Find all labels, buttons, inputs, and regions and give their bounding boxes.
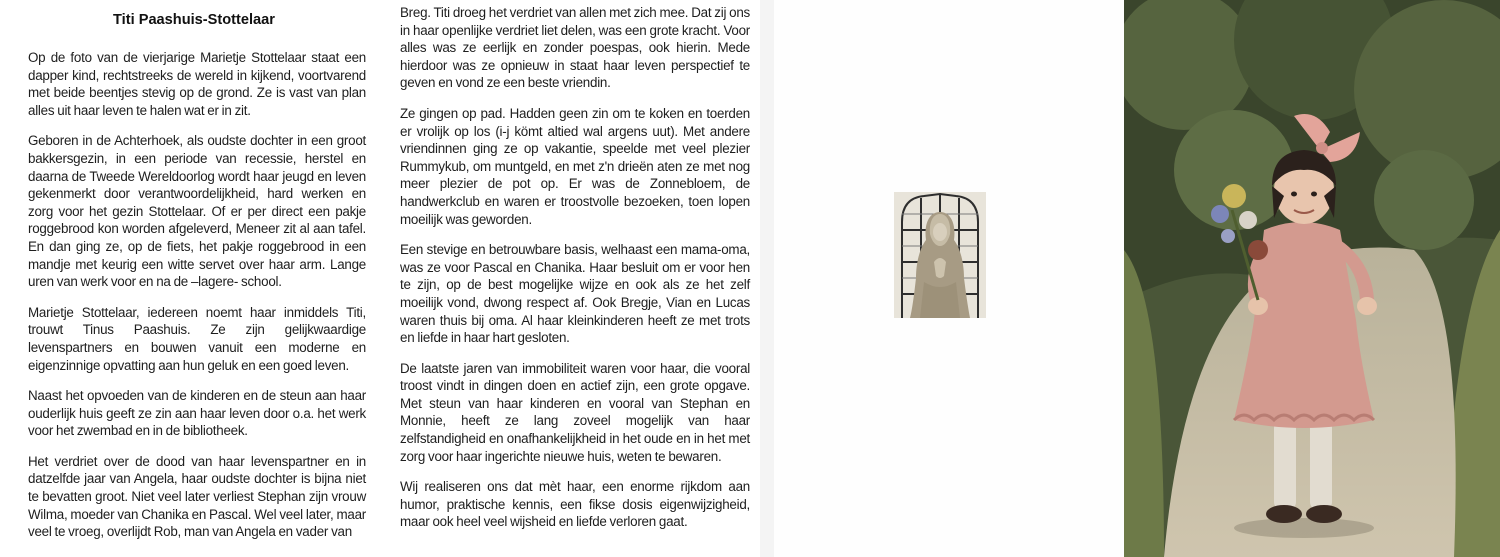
paragraph-1: Op de foto van de vierjarige Marietje Stottelaar staat een dapper kind, rechtstreeks de wereld in kijkend, voortvarend met beide beentjes stevig op de grond. Ze is vast van plan alles uit haar leven te halen wat er in zit. — [28, 50, 366, 118]
paragraph-10: Wij realiseren ons dat mèt haar, een enorme rijkdom aan humor, praktische kennis, een fikse dosis eigenwijzigheid, maar ook heel veel wijsheid en liefde verloren gaat. — [400, 479, 750, 530]
paragraph-7: Ze gingen op pad. Hadden geen zin om te koken en toerden er vrolijk op los (i-j kömt altied wal argens uut). Met andere vriendinnen ging ze op vakantie, speelde met veel plezier Rummykub, om muntgeld, en met z'n drieën aten ze met nog meer plezier de pot op. Er was de Zonnebloem, de handwerkclub en waren er troostvolle bezoeken, toen lopen moeilijk was geworden. — [400, 105, 750, 227]
photo-panel-large — [1124, 0, 1500, 557]
madonna-statue-icon — [894, 192, 986, 318]
girl-portrait-photo-icon — [1124, 0, 1500, 557]
left-text-column — [28, 49, 366, 554]
page-title: Titi Paashuis-Stottelaar — [113, 12, 275, 28]
paragraph-8: Een stevige en betrouwbare basis, welhaast een mama-oma, was ze voor Pascal en Chanika. Haar besluit om er voor hen te zijn, op de best mogelijke wijze en ook als ze het zelf moeilijk vond, dwong respect af. Ook Bregje, Vian en Lucas waren thuis bij oma. Al haar kleinkinderen heeft ze met trots en liefde in haar hart gesloten. — [400, 242, 750, 346]
paragraph-9: De laatste jaren van immobiliteit waren voor haar, die vooral troost vindt in dingen doen en actief zijn, een grote opgave. Met steun van haar kinderen en vooral van Stephan en Monnie, heeft ze lang zoveel mogelijk van haar zelfstandigheid en onafhankelijkheid in het oude en in het met zorg voor haar ingerichte nieuwe huis, weten te bewaren. — [400, 360, 750, 464]
paragraph-4: Naast het opvoeden van de kinderen en de steun aan haar ouderlijk huis geeft ze zin aan haar leven door o.a. het werk voor het zwembad en in de bibliotheek. — [28, 388, 366, 439]
paragraph-3: Marietje Stottelaar, iedereen noemt haar inmiddels Titi, trouwt Tinus Paashuis. Ze zijn gelijkwaardige levenspartners en bouwen vanuit een moderne en eigenzinnige opvatting aan hun geluk en een goed leven. — [28, 304, 366, 373]
middle-text-panel — [388, 0, 758, 557]
left-text-panel — [0, 0, 388, 557]
fold-gap — [760, 0, 774, 557]
paragraph-2: Geboren in de Achterhoek, als oudste dochter in een groot bakkersgezin, in een periode van recessie, herstel en daarna de Tweede Wereldoorlog wordt haar jeugd en leven gekenmerkt door verantwoordelijkheid, hard werken en zorg voor het gezin Stottelaar. Of er per direct een pakje roggebrood kon worden afgeleverd, Meneer zit al aan tafel. En dan ging ze, op de fiets, het pakje roggebrood in een mandje met keurig een witte servet over haar arm. Lange uren van werk voor en na de –lagere- school. — [28, 133, 366, 290]
middle-text-column — [400, 4, 750, 544]
paragraph-5: Het verdriet over de dood van haar levenspartner en in datzelfde jaar van Angela, haar oudste dochter is bijna niet te bevatten groot. Niet veel later verliest Stephan zijn vrouw Wilma, moeder van Chanika en Pascal. Wel veel later, maar veel te vroeg, overlijdt Rob, man van Angela en vader van — [28, 453, 366, 540]
photo-panel-small — [774, 0, 1124, 557]
paragraph-6: Breg. Titi droeg het verdriet van allen met zich mee. Dat zij ons in haar openlijke verdriet liet delen, was een grote kracht. Voor alles was ze eerlijk en zonder poespas, ook hierin. Mede hierdoor was ze opnieuw in staat haar leven perspectief te geven en vond ze een beste vriendin. — [400, 5, 750, 91]
